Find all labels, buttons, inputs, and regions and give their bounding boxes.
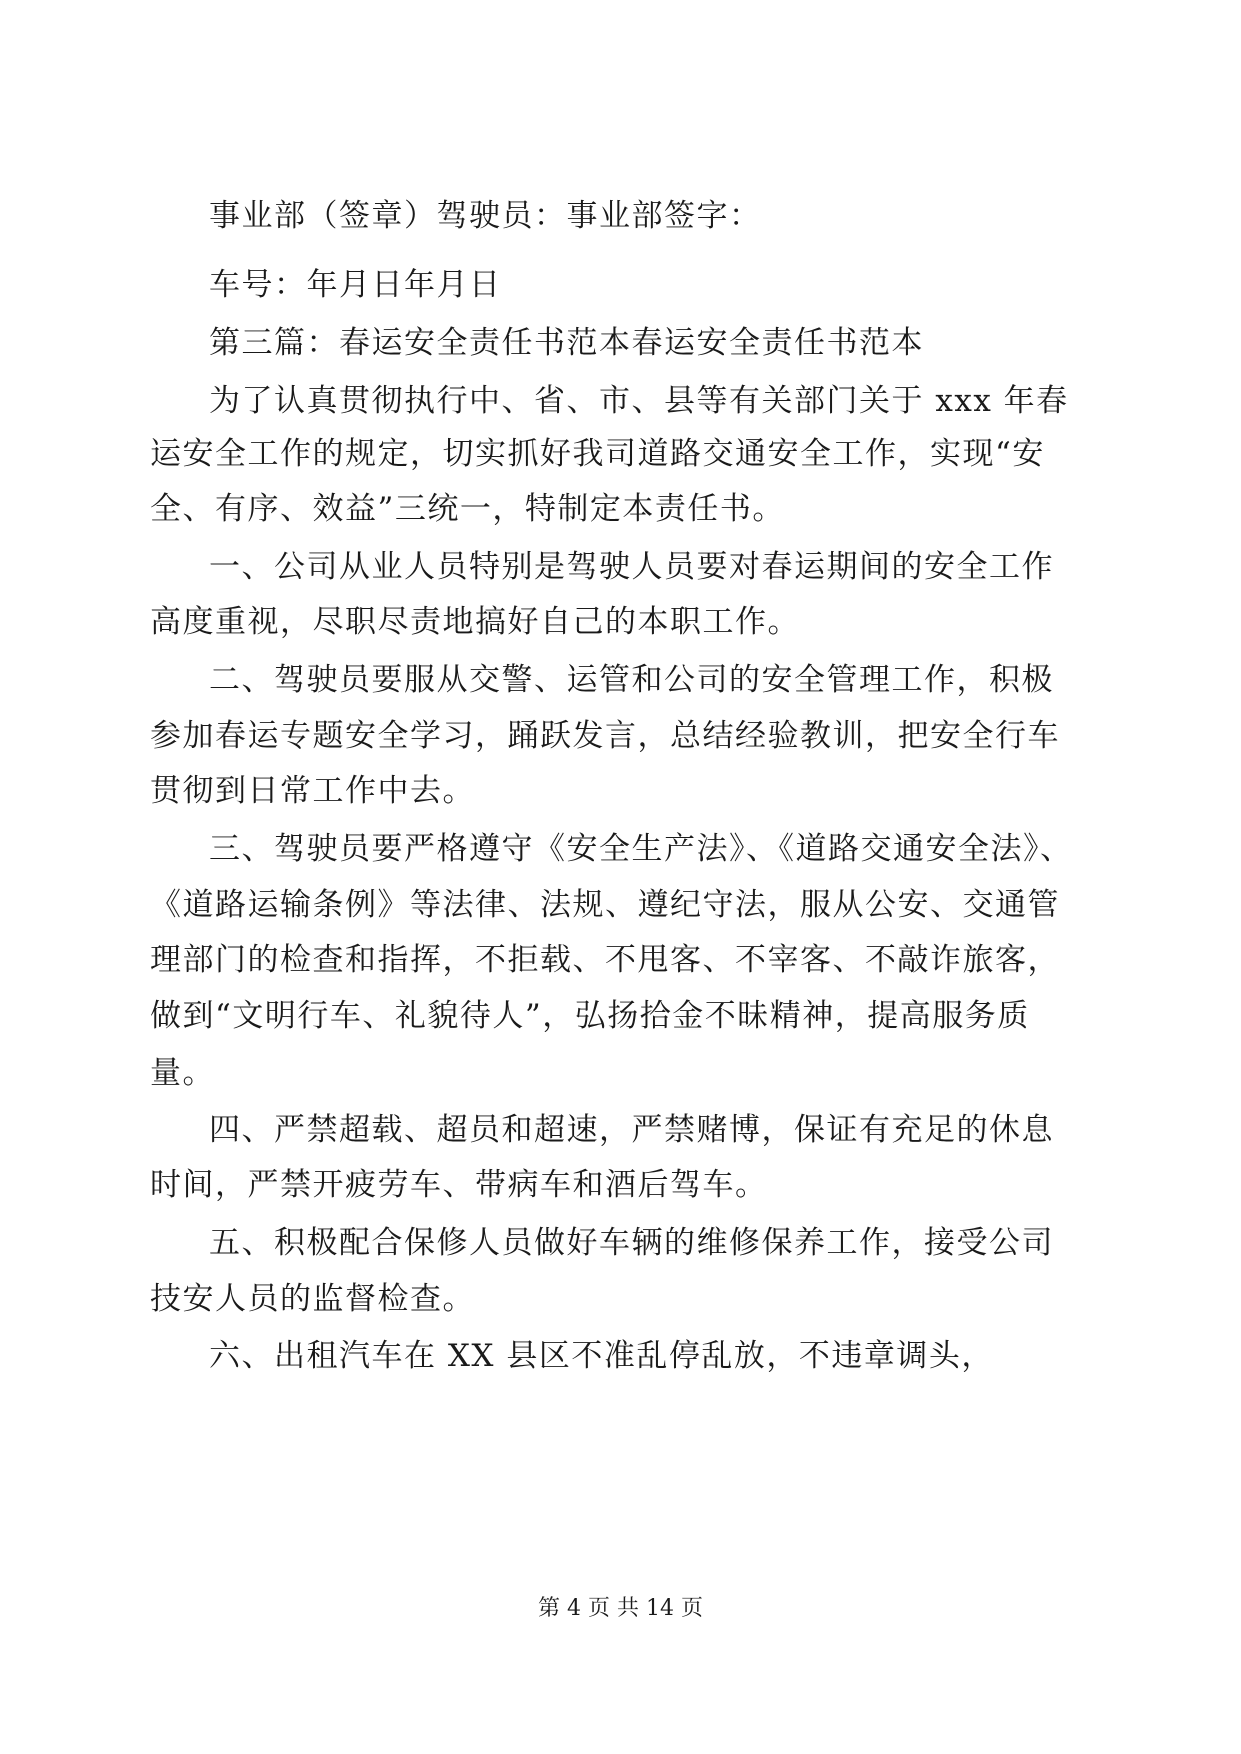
line-18: 时间，严禁开疲劳车、带病车和酒后驾车。 bbox=[150, 1167, 768, 1203]
line-3: 第三篇：春运安全责任书范本春运安全责任书范本 bbox=[209, 325, 924, 361]
line-9: 二、驾驶员要服从交警、运管和公司的安全管理工作，积极 bbox=[209, 662, 1054, 698]
line-4: 为了认真贯彻执行中、省、市、县等有关部门关于 xxx 年春 bbox=[209, 383, 1069, 419]
page-footer: 第 4 页 共 14 页 bbox=[538, 1596, 703, 1621]
line-6: 全、有序、效益”三统一，特制定本责任书。 bbox=[150, 491, 785, 527]
line-5: 运安全工作的规定，切实抓好我司道路交通安全工作，实现“安 bbox=[150, 436, 1045, 472]
line-12: 三、驾驶员要严格遵守《安全生产法》、《道路交通安全法》、 bbox=[209, 831, 1073, 867]
line-2: 车号：年月日年月日 bbox=[209, 267, 502, 303]
line-7: 一、公司从业人员特别是驾驶人员要对春运期间的安全工作 bbox=[209, 549, 1054, 585]
line-14: 理部门的检查和指挥，不拒载、不甩客、不宰客、不敲诈旅客， bbox=[150, 942, 1060, 978]
line-19: 五、积极配合保修人员做好车辆的维修保养工作，接受公司 bbox=[209, 1225, 1054, 1261]
line-1: 事业部（签章）驾驶员：事业部签字： bbox=[209, 198, 762, 234]
line-10: 参加春运专题安全学习，踊跃发言，总结经验教训，把安全行车 bbox=[150, 718, 1060, 754]
line-15: 做到“文明行车、礼貌待人”，弘扬拾金不昧精神，提高服务质 bbox=[150, 998, 1030, 1034]
line-20: 技安人员的监督检查。 bbox=[150, 1281, 475, 1317]
line-17: 四、严禁超载、超员和超速，严禁赌博，保证有充足的休息 bbox=[209, 1112, 1054, 1148]
line-16: 量。 bbox=[150, 1055, 215, 1091]
line-21: 六、出租汽车在 XX 县区不准乱停乱放，不违章调头， bbox=[209, 1338, 994, 1374]
line-13: 《道路运输条例》等法律、法规、遵纪守法，服从公安、交通管 bbox=[150, 887, 1060, 923]
line-8: 高度重视，尽职尽责地搞好自己的本职工作。 bbox=[150, 604, 800, 640]
line-11: 贯彻到日常工作中去。 bbox=[150, 773, 475, 809]
